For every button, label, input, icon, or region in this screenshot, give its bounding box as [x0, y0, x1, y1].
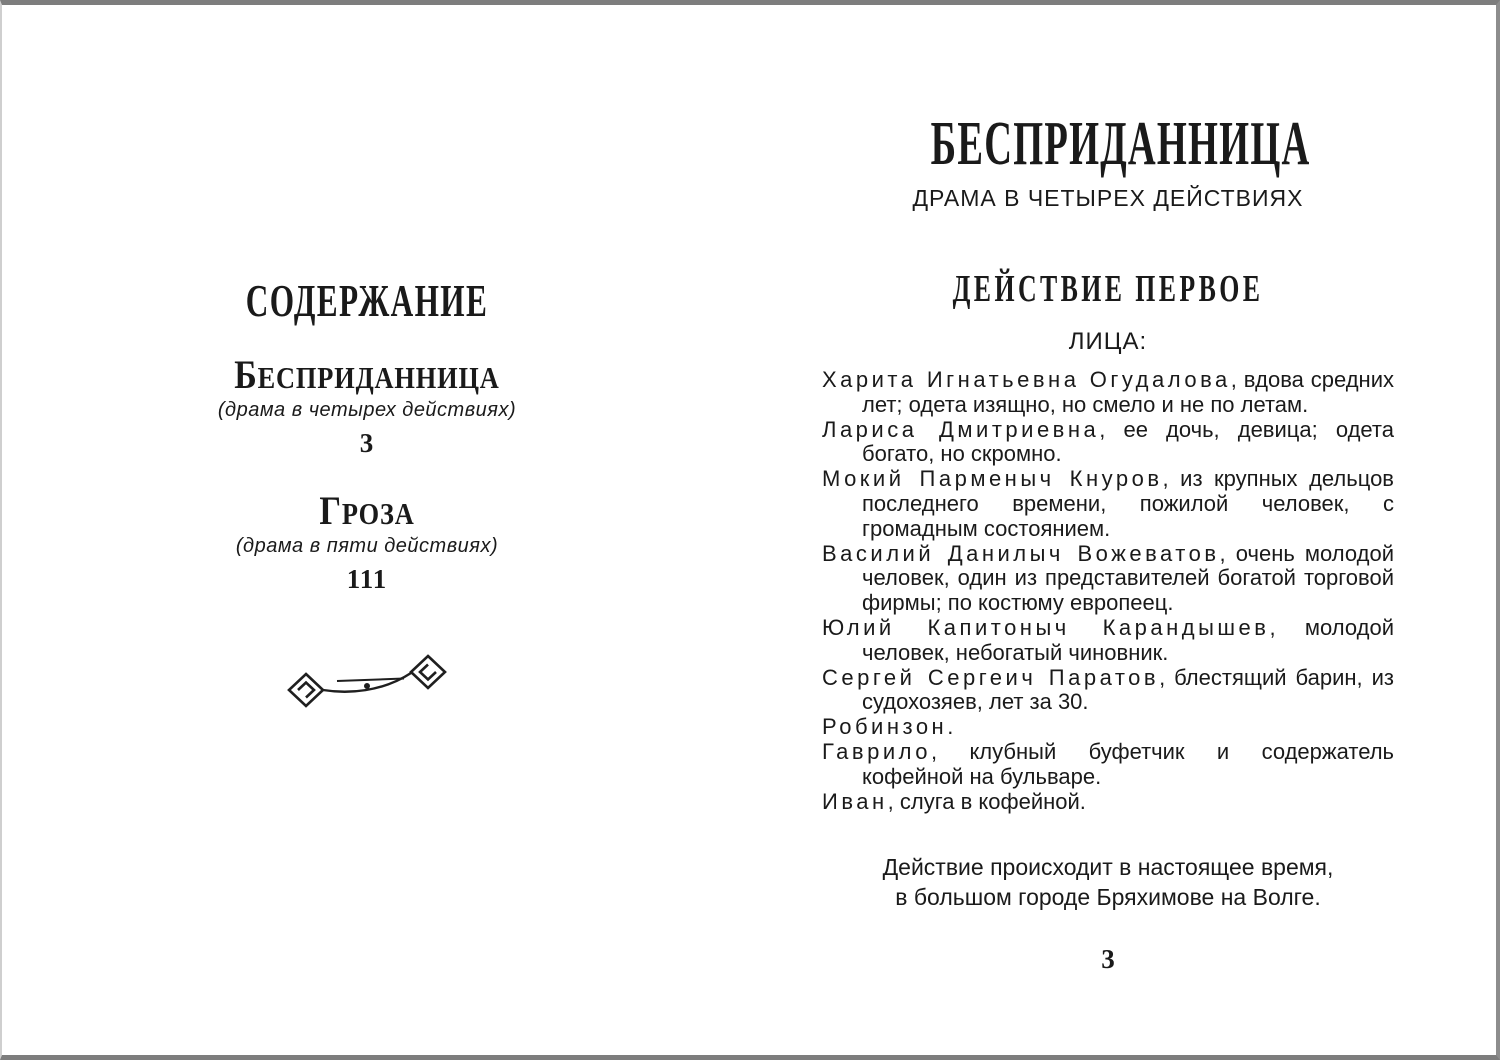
cast-name: Лариса Дмитриевна: [822, 416, 1100, 442]
scene-note: [822, 852, 1394, 912]
act-heading: ДЕЙСТВИЕ ПЕРВОЕ: [952, 268, 1264, 310]
cast-description: , ее дочь, девица; одета богато, но скромно.: [862, 416, 1394, 467]
cast-entry: [822, 616, 1394, 666]
toc-entry-page-number: 111: [346, 564, 388, 595]
title-page: [822, 5, 1394, 1055]
cast-description: , из крупных дельцов последнего времени, пожилой человек, с громадным состоянием.: [862, 466, 1394, 541]
cast-name: Иван: [822, 788, 888, 814]
cast-heading: ЛИЦА:: [1068, 328, 1148, 355]
cast-name: Сергей Сергеич Паратов: [822, 664, 1160, 690]
toc-entry-title: ГРОЗА: [319, 488, 415, 534]
cast-entry: [822, 368, 1394, 418]
cast-name: Робинзон: [822, 714, 948, 740]
toc-entry-title: БЕСПРИДАННИЦА: [234, 352, 500, 398]
page-number: 3: [1101, 944, 1115, 975]
cast-description: , очень молодой человек, один из представителей богатой торговой фирмы; по костюму европеец.: [862, 540, 1394, 616]
cast-name: Мокий Парменыч Кнуров: [822, 466, 1163, 492]
cast-description: .: [947, 714, 954, 740]
cast-name: Харита Игнатьевна Огудалова: [822, 367, 1231, 392]
toc-entry-groza: [67, 489, 667, 595]
ornament-row: [67, 651, 667, 714]
cast-description: , слуга в кофейной.: [887, 788, 1086, 814]
contents-page: [67, 5, 667, 1055]
play-subtitle: ДРАМА В ЧЕТЫРЕХ ДЕЙСТВИЯХ: [912, 185, 1304, 211]
toc-entry-subtitle: (драма в четырех действиях): [217, 399, 517, 422]
toc-entry-page-number: 3: [359, 428, 375, 459]
cast-description: , вдова средних лет; одета изящно, но смело и не по летам.: [862, 367, 1394, 417]
cast-name: Юлий Капитоныч Карандышев: [822, 614, 1270, 640]
toc-entry-subtitle: (драма в пяти действиях): [235, 535, 499, 558]
cast-entry: [822, 666, 1394, 716]
diamond-scroll-divider-icon: [282, 651, 452, 709]
cast-entry: [822, 542, 1394, 616]
cast-entry: [822, 467, 1394, 541]
cast-description: , блестящий барин, из судохозяев, лет за 30.: [862, 664, 1394, 715]
play-title: БЕСПРИДАННИЦА: [930, 110, 1311, 178]
cast-list: [822, 368, 1394, 814]
cast-description: , клубный буфетчик и содержатель кофейной на бульваре.: [862, 738, 1394, 789]
cast-entry: [822, 715, 1394, 740]
cast-entry: [822, 740, 1394, 790]
cast-entry: [822, 790, 1394, 815]
contents-heading: СОДЕРЖАНИЕ: [245, 275, 489, 326]
cast-description: , молодой человек, небогатый чиновник.: [862, 614, 1394, 665]
scene-note-line: Действие происходит в настоящее время,: [882, 854, 1334, 881]
toc-entry-besprydannitsa: [67, 353, 667, 459]
scene-note-line: в большом городе Бряхимове на Волге.: [895, 884, 1321, 911]
cast-entry: [822, 418, 1394, 468]
cast-name: Василий Данилыч Вожеватов: [822, 540, 1220, 566]
cast-name: Гаврило: [822, 738, 931, 764]
